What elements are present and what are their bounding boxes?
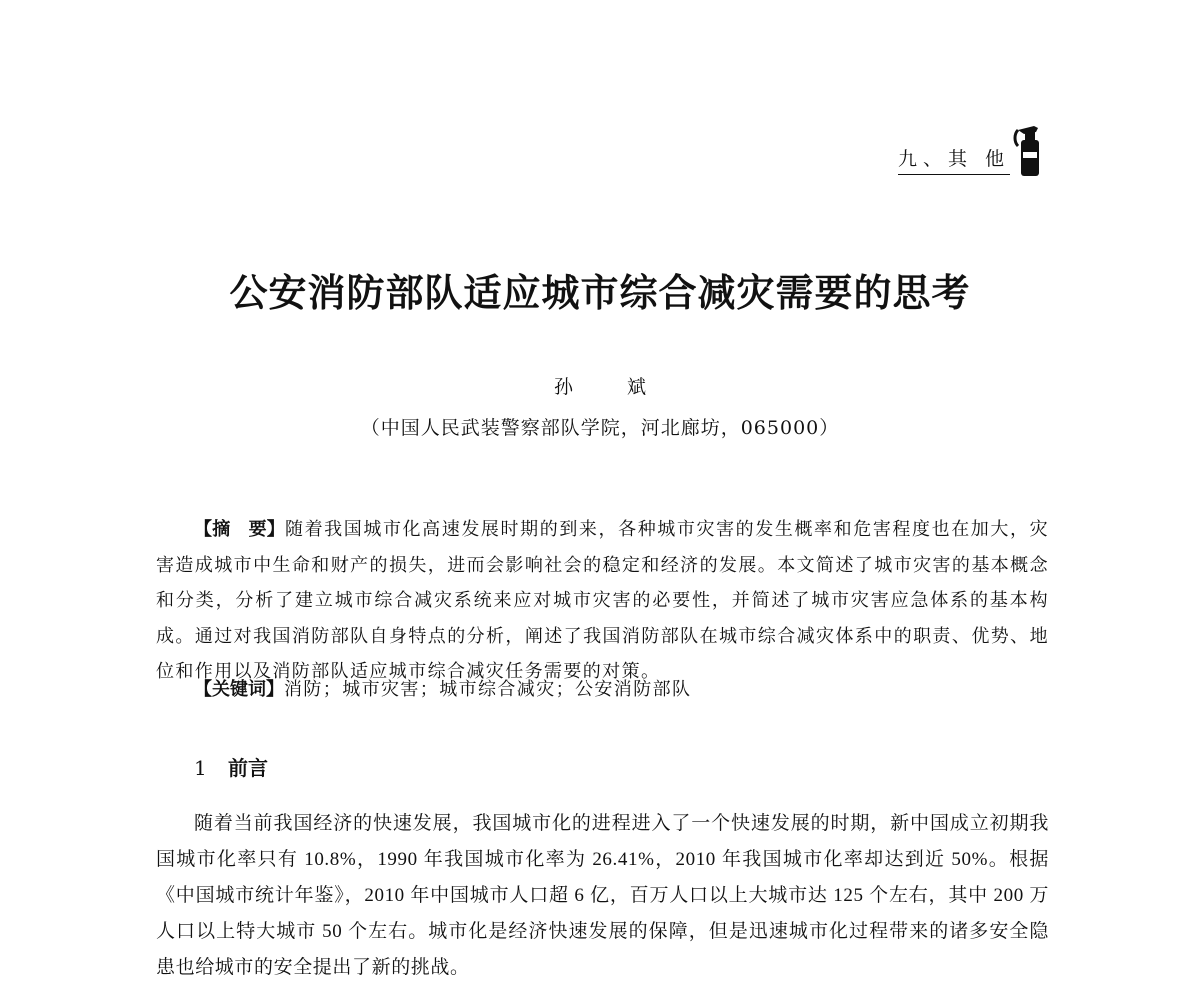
keywords-label: 【关键词】 <box>194 679 284 700</box>
keywords-text: 消防；城市灾害；城市综合减灾；公安消防部队 <box>284 679 692 700</box>
abstract-text: 随着我国城市化高速发展时期的到来，各种城市灾害的发生概率和危害程度也在加大，灾害造成城市中生命和财产的损失，进而会影响社会的稳定和经济的发展。本文简述了城市灾害的基本概念和分类，分析了建立城市综合减灾系统来应对城市灾害的必要性，并简述了城市灾害应急体系的基本构成。通过对我国消防部队自身特点的分析，阐述了我国消防部队在城市综合减灾体系中的职责、优势、地位和作用以及消防部队适应城市综合减灾任务需要的对策。 <box>156 519 1049 682</box>
section-title: 前言 <box>228 756 268 780</box>
author-affiliation: （中国人民武装警察部队学院，河北廊坊，065000） <box>360 417 840 439</box>
abstract-label: 【摘 要】 <box>194 519 285 540</box>
running-header-section-label: 九、其 他 <box>898 144 1010 175</box>
body-paragraph: 随着当前我国经济的快速发展，我国城市化的进程进入了一个快速发展的时期，新中国成立初期我国城市化率只有 10.8%，1990 年我国城市化率为 26.41%，2010 年我国城市化率却达到近 50%。根据《中国城市统计年鉴》，2010 年中国城市人口超 6 亿，百万人口以上大城市达 125 个左右，其中 200 万人口以上特大城市 50 个左右。城市化是经济快速发展的保障，但是迅速城市化过程带来的诸多安全隐患也给城市的安全提出了新的挑战。 <box>156 813 1049 978</box>
section-number: 1 <box>194 756 207 780</box>
paper-title: 公安消防部队适应城市综合减灾需要的思考 <box>229 270 971 315</box>
author-name: 孙 斌 <box>553 376 671 398</box>
